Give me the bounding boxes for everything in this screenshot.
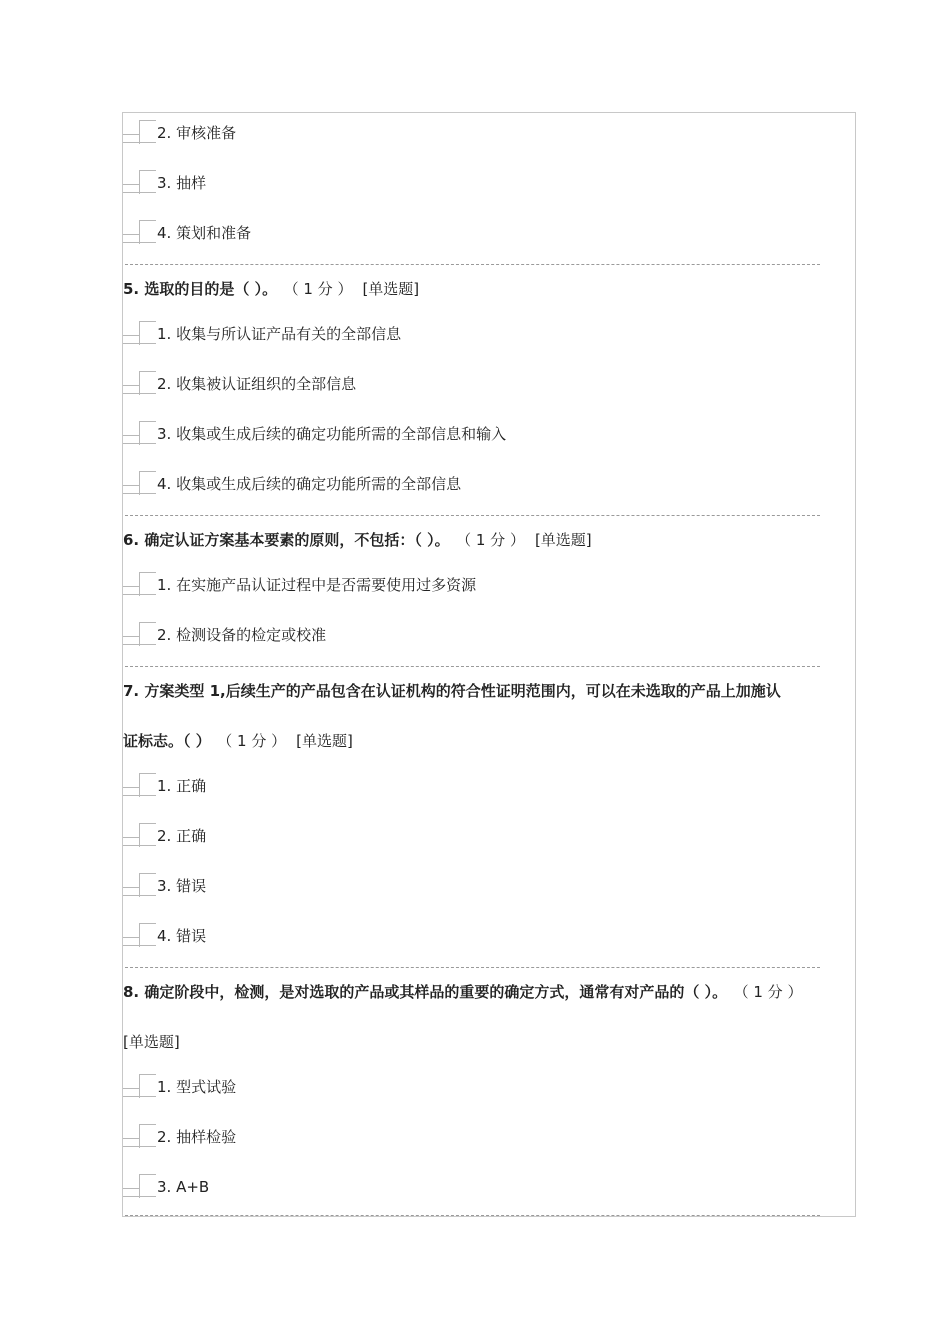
option-q7-1[interactable]: [123, 773, 855, 799]
option-label: 2. 抽样检验: [157, 1128, 237, 1146]
checkbox[interactable]: [123, 120, 156, 144]
question-type: [单选题]: [534, 531, 592, 549]
question-8-title-line1: [123, 983, 855, 1001]
option-label: 1. 收集与所认证产品有关的全部信息: [157, 325, 402, 343]
option-label: 3. A+B: [157, 1178, 210, 1196]
option-q8-3[interactable]: [123, 1174, 855, 1200]
option-q6-2[interactable]: [123, 622, 855, 648]
checkbox[interactable]: [123, 923, 156, 947]
question-sheet: [122, 112, 856, 1217]
question-score: （ 1 分 ）: [463, 531, 525, 549]
option-q6-1[interactable]: [123, 572, 855, 598]
option-label: 4. 错误: [157, 927, 207, 945]
checkbox[interactable]: [123, 220, 156, 244]
question-text: 6. 确定认证方案基本要素的原则，不包括：（ ）。: [123, 531, 450, 549]
question-8-type: [123, 1033, 855, 1051]
option-label: 1. 在实施产品认证过程中是否需要使用过多资源: [157, 576, 477, 594]
checkbox[interactable]: [123, 421, 156, 445]
option-q5-2[interactable]: [123, 371, 855, 397]
checkbox[interactable]: [123, 622, 156, 646]
option-q4-4[interactable]: [123, 220, 855, 246]
option-label: 3. 抽样: [157, 174, 207, 192]
question-text: 证标志。（ ）: [123, 732, 211, 750]
checkbox[interactable]: [123, 1124, 156, 1148]
checkbox[interactable]: [123, 371, 156, 395]
checkbox[interactable]: [123, 1174, 156, 1198]
question-type: [单选题]: [296, 732, 353, 750]
option-q4-2[interactable]: [123, 120, 855, 146]
checkbox[interactable]: [123, 773, 156, 797]
question-7-title-line1: [123, 682, 855, 700]
option-label: 1. 正确: [157, 777, 207, 795]
option-q8-2[interactable]: [123, 1124, 855, 1150]
question-7-title-line2: [123, 732, 855, 750]
option-label: 3. 错误: [157, 877, 207, 895]
option-label: 2. 审核准备: [157, 124, 237, 142]
question-type: [单选题]: [123, 1033, 180, 1051]
option-label: 2. 收集被认证组织的全部信息: [157, 375, 357, 393]
option-q7-3[interactable]: [123, 873, 855, 899]
question-score: （ 1 分 ）: [224, 732, 287, 750]
checkbox[interactable]: [123, 873, 156, 897]
question-type: [单选题]: [362, 280, 420, 298]
question-score: （ 1 分 ）: [291, 280, 353, 298]
checkbox[interactable]: [123, 471, 156, 495]
checkbox[interactable]: [123, 321, 156, 345]
divider: [125, 967, 820, 968]
option-q4-3[interactable]: [123, 170, 855, 196]
option-q5-3[interactable]: [123, 421, 855, 447]
option-label: 2. 正确: [157, 827, 207, 845]
option-q8-1[interactable]: [123, 1074, 855, 1100]
question-text: 7. 方案类型 1,后续生产的产品包含在认证机构的符合性证明范围内，可以在未选取的产品上加施认: [123, 682, 781, 700]
divider: [125, 1215, 820, 1216]
checkbox[interactable]: [123, 572, 156, 596]
question-text: 5. 选取的目的是（ ）。: [123, 280, 278, 298]
option-q5-4[interactable]: [123, 471, 855, 497]
option-label: 1. 型式试验: [157, 1078, 237, 1096]
option-label: 4. 策划和准备: [157, 224, 252, 242]
option-label: 4. 收集或生成后续的确定功能所需的全部信息: [157, 475, 462, 493]
divider: [125, 264, 820, 265]
question-5-title: [123, 280, 855, 298]
divider: [125, 666, 820, 667]
divider: [125, 515, 820, 516]
option-label: 2. 检测设备的检定或校准: [157, 626, 327, 644]
checkbox[interactable]: [123, 823, 156, 847]
option-q7-4[interactable]: [123, 923, 855, 949]
checkbox[interactable]: [123, 1074, 156, 1098]
option-label: 3. 收集或生成后续的确定功能所需的全部信息和输入: [157, 425, 507, 443]
option-q5-1[interactable]: [123, 321, 855, 347]
question-score: （ 1 分 ）: [741, 983, 803, 1001]
question-text: 8. 确定阶段中，检测，是对选取的产品或其样品的重要的确定方式，通常有对产品的（ ）。: [123, 983, 728, 1001]
option-q7-2[interactable]: [123, 823, 855, 849]
checkbox[interactable]: [123, 170, 156, 194]
question-6-title: [123, 531, 855, 549]
